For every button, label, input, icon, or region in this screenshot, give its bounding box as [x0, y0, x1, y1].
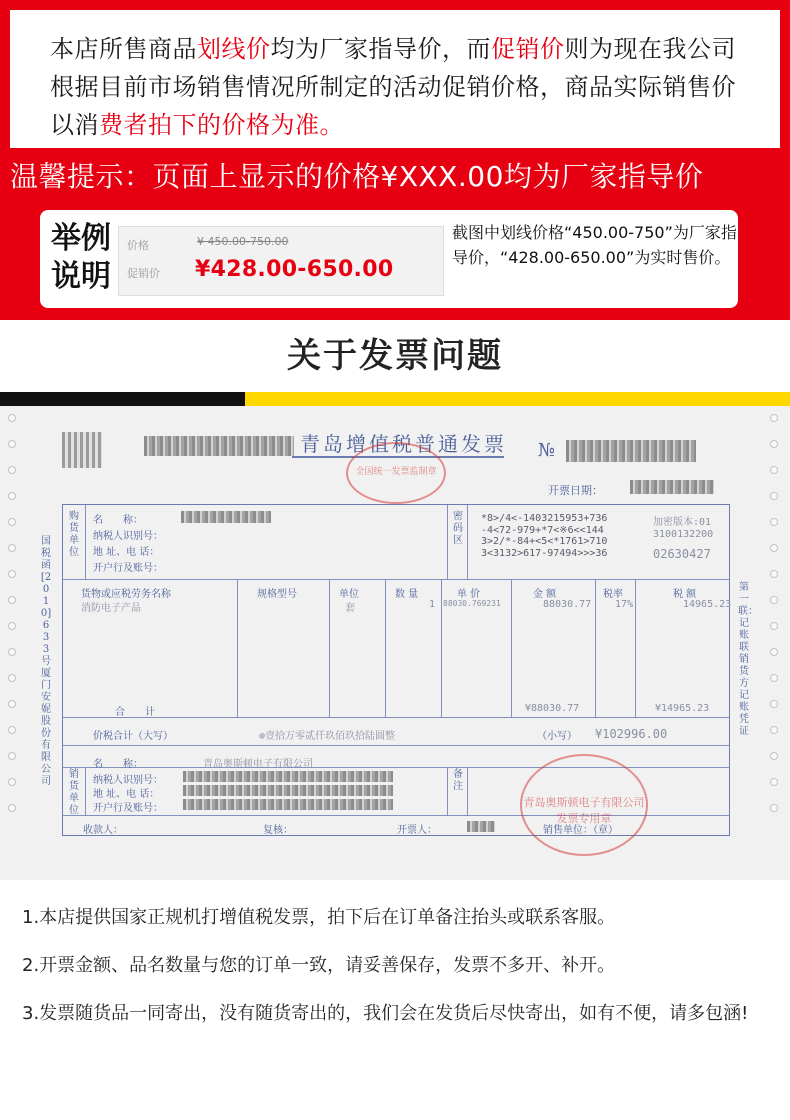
note-item: 2.开票金额、品名数量与您的订单一致，请妥善保存，发票不多开、补开。	[22, 955, 616, 976]
buyer-field: 开户行及账号：	[93, 563, 163, 574]
buyer-field: 地 址、电 话：	[93, 547, 160, 558]
col-header-goods: 货物或应税劳务名称	[81, 589, 171, 600]
grand-total-label: 价税合计（大写）	[93, 731, 173, 742]
buyer-field: 名 称：	[93, 515, 143, 526]
left-vertical-note: 国税函[2010]633号厦门安妮股份有限公司	[40, 536, 52, 787]
seller-name: 青岛奥斯顿电子有限公司	[203, 759, 313, 770]
promo-price: ¥428.00-650.00	[195, 257, 394, 282]
cipher-block: *8>/4<-1403215953+736 -4<72-979+*7<※6<<144 3>2/*-84+<5<*1761>710 3<3132>617-97494>>>36	[481, 513, 608, 559]
invoice-number-label: №	[538, 440, 556, 461]
notice-highlight-promo-price: 促销价	[491, 35, 565, 63]
notice-part: 均为厂家指导价，而	[270, 35, 491, 63]
redacted-seller-taxid	[183, 771, 393, 782]
redacted-drawer	[467, 821, 495, 832]
seller-side-label: 销货单位	[69, 769, 79, 816]
price-screenshot-panel	[118, 226, 444, 296]
invoice-number: 02630427	[653, 547, 711, 561]
price-label: 价格	[127, 239, 149, 252]
redacted-invoice-code	[144, 436, 294, 456]
col-header-spec: 规格型号	[257, 589, 297, 600]
notice-part: 本店所售商品	[50, 35, 197, 63]
footer-payee: 收款人：	[83, 825, 123, 836]
price-notice-banner	[0, 0, 790, 320]
perforation-right	[770, 414, 782, 874]
grand-total-words: ⊗壹拾万零贰仟玖佰玖拾陆圆整	[259, 731, 396, 742]
title-stripe-yellow	[245, 392, 790, 406]
seller-field: 名 称：	[93, 759, 143, 770]
item-amount: 88030.77	[543, 599, 592, 610]
redacted-buyer-name	[181, 511, 271, 523]
warm-tip: 温馨提示：页面上显示的价格¥XXX.00均为厂家指导价	[10, 160, 704, 193]
redacted-issue-date	[630, 480, 714, 494]
seller-invoice-stamp: 青岛奥斯顿电子有限公司 发票专用章	[520, 754, 648, 856]
item-qty: 1	[429, 599, 436, 610]
grand-total-small: ¥102996.00	[595, 727, 668, 741]
title-stripe-dark	[0, 392, 245, 406]
original-price: ¥ 450.00-750.00	[197, 235, 289, 248]
promo-label: 促销价	[127, 267, 160, 280]
invoice-notes	[22, 904, 772, 1048]
issue-date-label: 开票日期：	[548, 484, 603, 497]
grand-total-small-label: （小写）	[537, 731, 577, 742]
redacted-invoice-number	[566, 440, 696, 462]
note-item: 1.本店提供国家正规机打增值税发票，拍下后在订单备注抬头或联系客服。	[22, 907, 616, 928]
col-header-rate: 税率	[603, 589, 623, 600]
buyer-side-label: 购货单位	[69, 511, 79, 558]
perforation-left	[8, 414, 20, 874]
price-notice-box	[10, 10, 780, 148]
footer-reviewer: 复核：	[263, 825, 293, 836]
example-label	[46, 220, 116, 296]
total-amount: ¥88030.77	[525, 703, 580, 714]
example-label-line1: 举例	[51, 221, 111, 256]
invoice-code: 3100132200	[653, 529, 714, 540]
seller-field: 开户行及账号：	[93, 803, 163, 814]
remark-side-label: 备注	[453, 769, 463, 792]
invoice-qr-code	[62, 432, 102, 468]
col-header-qty: 数 量	[395, 589, 419, 600]
item-tax: 14965.23	[683, 599, 732, 610]
cipher-side-label: 密码区	[453, 511, 463, 546]
item-name: 消防电子产品	[81, 603, 141, 614]
item-unit: 套	[345, 603, 355, 614]
invoice-image	[0, 406, 790, 880]
notice-part: 则为现在我公司根据目前市场销售情况所制定的活动促销价格，商品实际销售价以消	[50, 35, 736, 139]
invoice-title: 青岛增值税普通发票	[300, 432, 507, 456]
item-rate: 17%	[615, 599, 634, 610]
price-notice-text	[50, 30, 756, 144]
total-label: 合 计	[115, 707, 155, 718]
example-box	[40, 210, 738, 308]
example-label-line2: 说明	[51, 259, 111, 294]
example-description: 截图中划线价格“450.00-750”为厂家指导价，“428.00-650.00”为实时售价。	[452, 223, 737, 267]
right-vertical-note: 第一联：记账联 销货方记账凭证	[738, 582, 758, 737]
redacted-seller-bank	[183, 799, 393, 810]
notice-highlight-final: 费者拍下的价格为准。	[99, 111, 344, 139]
encryption-version: 加密版本:01	[653, 517, 712, 528]
footer-seller-stamp: 销售单位：（章）	[543, 825, 618, 836]
col-header-amount: 金 额	[533, 589, 557, 600]
seller-field: 纳税人识别号：	[93, 775, 163, 786]
tax-supervision-stamp: 全国统一发票监制章	[346, 442, 446, 504]
footer-drawer: 开票人：	[397, 825, 437, 836]
col-header-tax: 税 额	[673, 589, 697, 600]
note-item: 3.发票随货品一同寄出，没有随货寄出的，我们会在发货后尽快寄出，如有不便，请多包涵!	[22, 1003, 749, 1024]
col-header-price: 单 价	[457, 589, 481, 600]
buyer-field: 纳税人识别号：	[93, 531, 163, 542]
col-header-unit: 单位	[339, 589, 359, 600]
notice-highlight-strike-price: 划线价	[197, 35, 271, 63]
seller-field: 地 址、电 话：	[93, 789, 160, 800]
total-tax: ¥14965.23	[655, 703, 710, 714]
section-title: 关于发票问题	[287, 336, 503, 376]
item-price: 88030.769231	[443, 599, 501, 608]
redacted-seller-address	[183, 785, 393, 796]
